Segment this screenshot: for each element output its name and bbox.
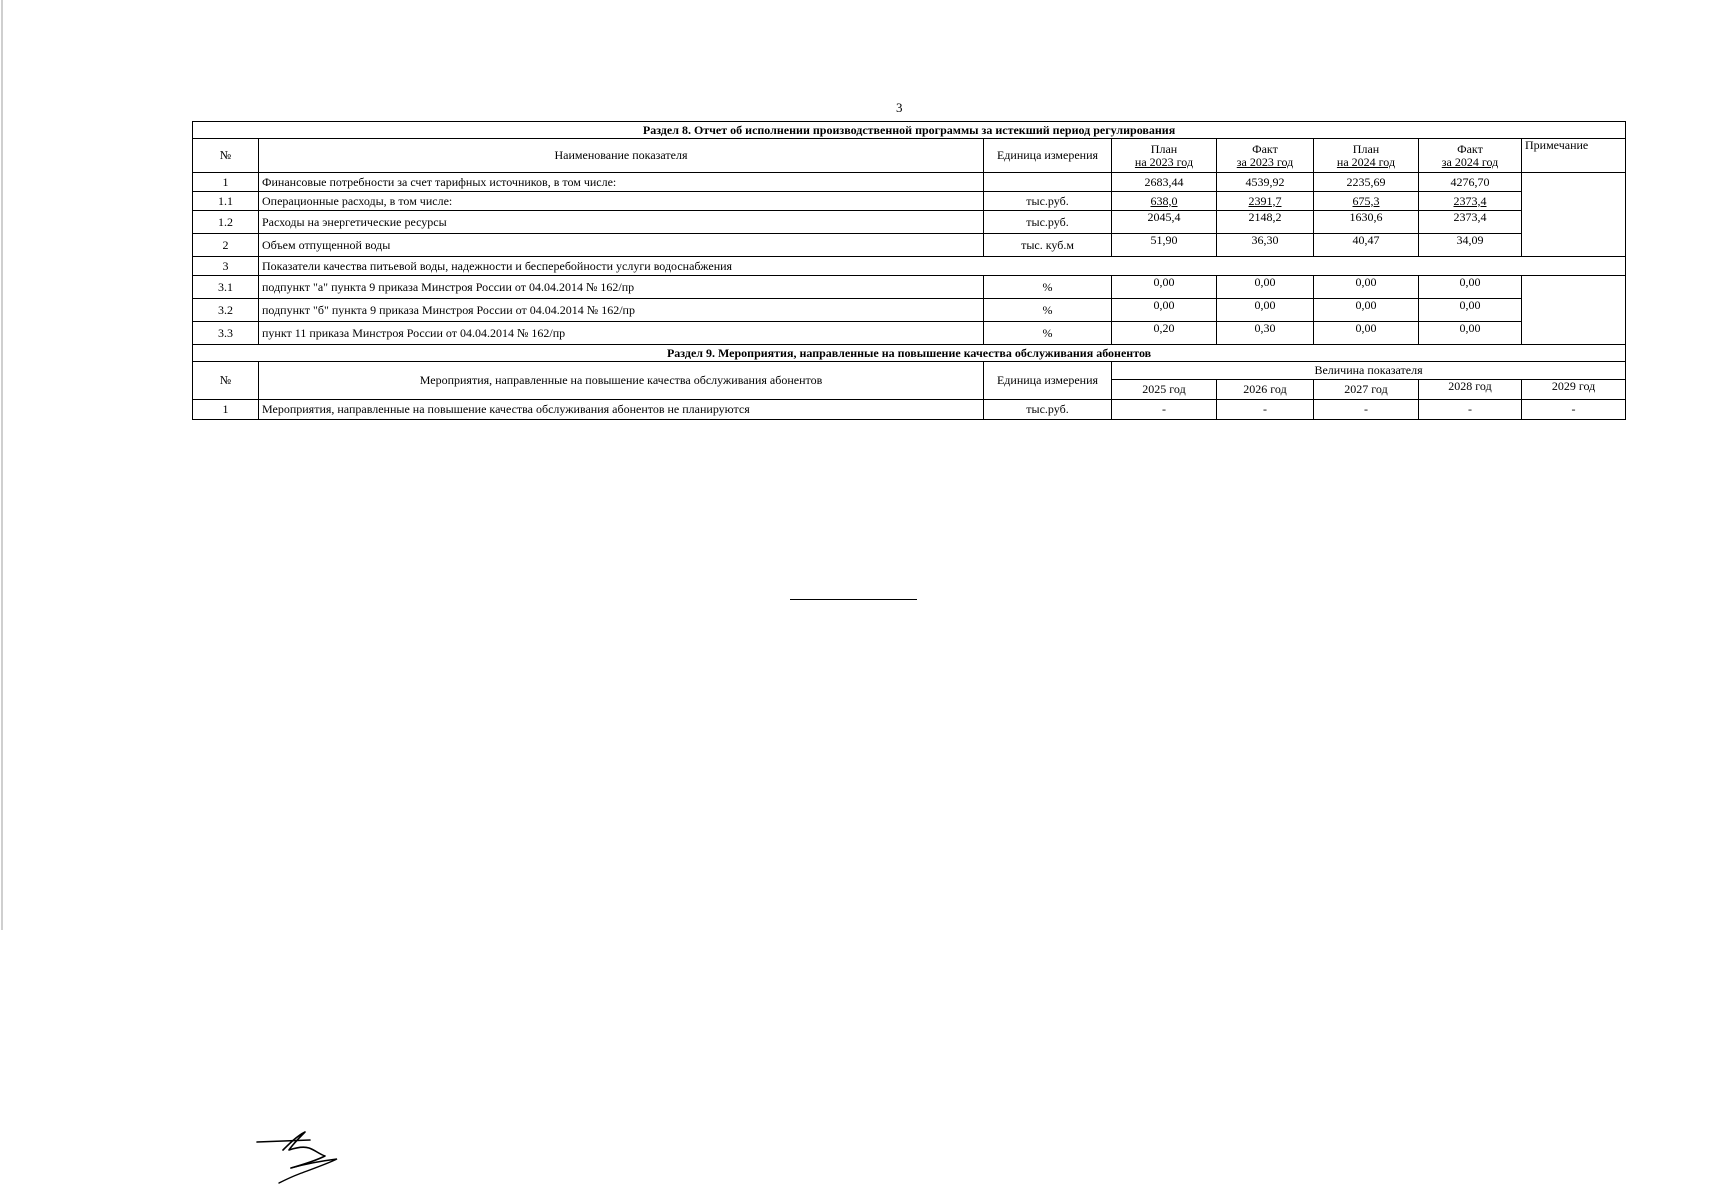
row-fact-2023: 0,00 — [1217, 299, 1314, 322]
row-name: Показатели качества питьевой воды, надежности и бесперебойности услуги водоснабжения — [259, 257, 1626, 276]
row-fact-2024: 2373,4 — [1419, 211, 1522, 234]
header-note: Примечание — [1522, 139, 1626, 173]
row-unit: тыс.руб. — [984, 192, 1112, 211]
row-fact-2023: 36,30 — [1217, 234, 1314, 257]
row-name: подпункт "б" пункта 9 приказа Минстроя России от 04.04.2014 № 162/пр — [259, 299, 984, 322]
table-row — [193, 299, 1626, 322]
table-row — [193, 234, 1626, 257]
row-year-2029: - — [1522, 400, 1626, 420]
handwritten-signature — [255, 1128, 375, 1188]
table-row — [193, 257, 1626, 276]
row-fact-2024: 0,00 — [1419, 322, 1522, 345]
table-row — [193, 276, 1626, 299]
row-name: Финансовые потребности за счет тарифных источников, в том числе: — [259, 173, 984, 192]
row-year-2026: - — [1217, 400, 1314, 420]
header-year-2027: 2027 год — [1314, 380, 1419, 400]
row-fact-2023: 2391,7 — [1217, 192, 1314, 211]
row-num: 1 — [193, 173, 259, 192]
row-fact-2023: 2148,2 — [1217, 211, 1314, 234]
section8-title: Раздел 8. Отчет об исполнении производственной программы за истекший период регулирования — [193, 122, 1626, 139]
row-plan-2023: 0,00 — [1112, 276, 1217, 299]
row-plan-2024: 0,00 — [1314, 322, 1419, 345]
table-row — [193, 400, 1626, 420]
row-fact-2024: 4276,70 — [1419, 173, 1522, 192]
row-num: 1 — [193, 400, 259, 420]
header-indicator-name: Наименование показателя — [259, 139, 984, 173]
row-plan-2024: 0,00 — [1314, 299, 1419, 322]
row-fact-2023: 0,30 — [1217, 322, 1314, 345]
report-table — [192, 121, 1626, 420]
row-unit: % — [984, 299, 1112, 322]
note-cell — [1522, 276, 1626, 345]
header-num: № — [193, 362, 259, 400]
row-plan-2023: 638,0 — [1112, 192, 1217, 211]
row-unit: % — [984, 276, 1112, 299]
row-num: 3.1 — [193, 276, 259, 299]
end-divider-line — [790, 599, 917, 600]
row-year-2027: - — [1314, 400, 1419, 420]
header-year-2029: 2029 год — [1522, 380, 1626, 400]
row-fact-2024: 0,00 — [1419, 299, 1522, 322]
row-plan-2024: 1630,6 — [1314, 211, 1419, 234]
row-num: 1.1 — [193, 192, 259, 211]
row-name: Объем отпущенной воды — [259, 234, 984, 257]
row-num: 3.2 — [193, 299, 259, 322]
header-year-2025: 2025 год — [1112, 380, 1217, 400]
row-unit — [984, 173, 1112, 192]
row-year-2025: - — [1112, 400, 1217, 420]
header-plan-2023-bottom: на 2023 год — [1134, 154, 1194, 169]
row-fact-2023: 0,00 — [1217, 276, 1314, 299]
header-fact-2024 — [1419, 139, 1522, 173]
table-row — [193, 173, 1626, 192]
header-unit: Единица измерения — [984, 139, 1112, 173]
page-number: 3 — [896, 100, 903, 115]
table-row — [193, 192, 1626, 211]
row-unit: тыс.руб. — [984, 400, 1112, 420]
table-row — [193, 211, 1626, 234]
row-name: Операционные расходы, в том числе: — [259, 192, 984, 211]
row-plan-2023: 51,90 — [1112, 234, 1217, 257]
row-fact-2024: 0,00 — [1419, 276, 1522, 299]
row-name: Расходы на энергетические ресурсы — [259, 211, 984, 234]
header-fact-2023-top: Факт — [1252, 141, 1278, 156]
row-num: 3 — [193, 257, 259, 276]
row-plan-2023: 2045,4 — [1112, 211, 1217, 234]
row-fact-2024: 34,09 — [1419, 234, 1522, 257]
header-plan-2023 — [1112, 139, 1217, 173]
header-plan-2024-bottom: на 2024 год — [1336, 154, 1396, 169]
header-measure-name: Мероприятия, направленные на повышение качества обслуживания абонентов — [259, 362, 984, 400]
row-unit: тыс.руб. — [984, 211, 1112, 234]
row-name: Мероприятия, направленные на повышение качества обслуживания абонентов не планируются — [259, 400, 984, 420]
table-row — [193, 322, 1626, 345]
header-fact-2023 — [1217, 139, 1314, 173]
row-plan-2023: 0,00 — [1112, 299, 1217, 322]
row-fact-2023: 4539,92 — [1217, 173, 1314, 192]
header-plan-2023-top: План — [1150, 141, 1178, 156]
row-fact-2024: 2373,4 — [1419, 192, 1522, 211]
header-fact-2023-bottom: за 2023 год — [1236, 154, 1294, 169]
note-cell — [1522, 173, 1626, 257]
row-unit: тыс. куб.м — [984, 234, 1112, 257]
section9-title: Раздел 9. Мероприятия, направленные на повышение качества обслуживания абонентов — [193, 345, 1626, 362]
header-year-2026: 2026 год — [1217, 380, 1314, 400]
row-num: 3.3 — [193, 322, 259, 345]
header-year-2028: 2028 год — [1419, 380, 1522, 400]
row-unit: % — [984, 322, 1112, 345]
row-plan-2023: 0,20 — [1112, 322, 1217, 345]
row-plan-2024: 0,00 — [1314, 276, 1419, 299]
row-plan-2024: 40,47 — [1314, 234, 1419, 257]
row-plan-2024: 2235,69 — [1314, 173, 1419, 192]
header-unit: Единица измерения — [984, 362, 1112, 400]
header-fact-2024-bottom: за 2024 год — [1441, 154, 1499, 169]
row-year-2028: - — [1419, 400, 1522, 420]
header-fact-2024-top: Факт — [1457, 141, 1483, 156]
header-plan-2024 — [1314, 139, 1419, 173]
row-plan-2024: 675,3 — [1314, 192, 1419, 211]
header-plan-2024-top: План — [1352, 141, 1380, 156]
scan-edge-line — [1, 0, 3, 930]
row-num: 1.2 — [193, 211, 259, 234]
header-num: № — [193, 139, 259, 173]
row-num: 2 — [193, 234, 259, 257]
row-plan-2023: 2683,44 — [1112, 173, 1217, 192]
header-value-group: Величина показателя — [1112, 362, 1626, 380]
row-name: пункт 11 приказа Минстроя России от 04.04.2014 № 162/пр — [259, 322, 984, 345]
row-name: подпункт "а" пункта 9 приказа Минстроя России от 04.04.2014 № 162/пр — [259, 276, 984, 299]
